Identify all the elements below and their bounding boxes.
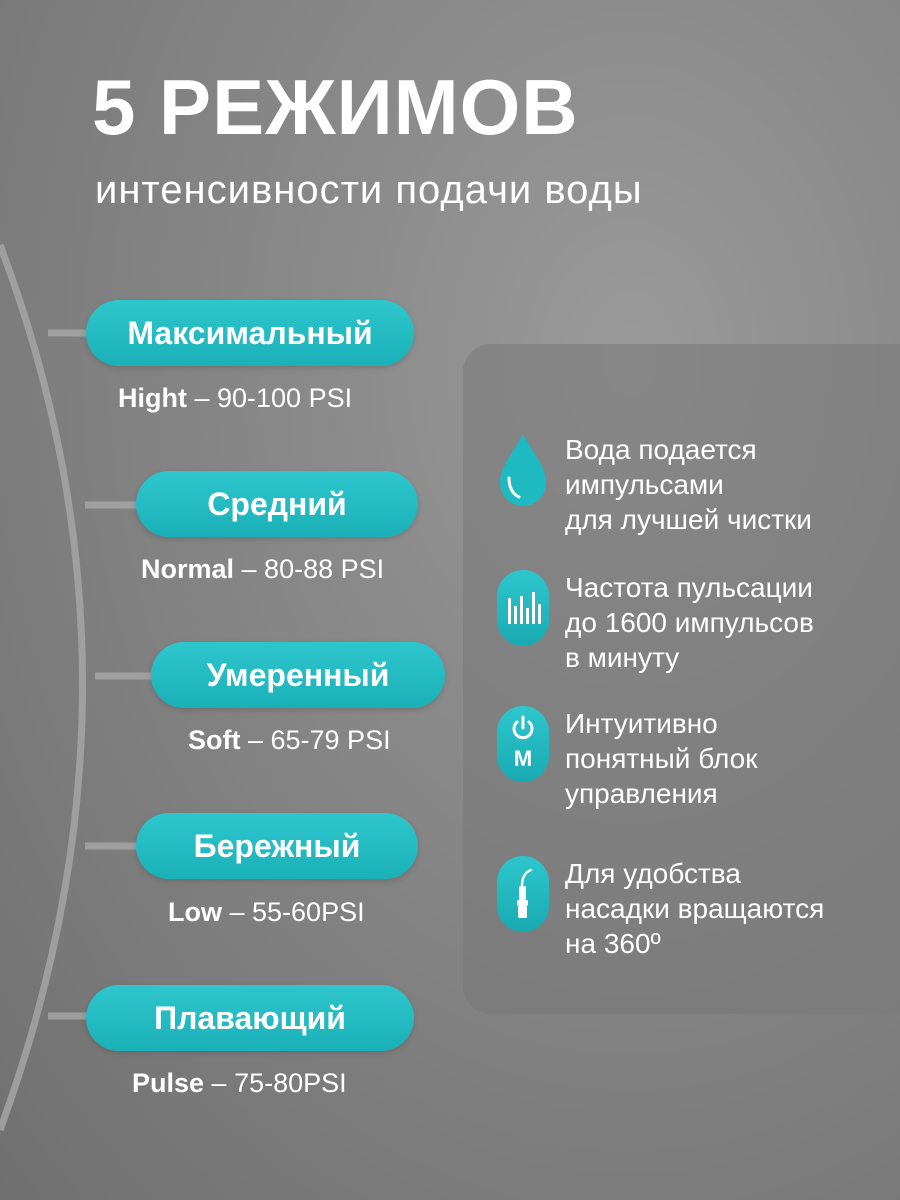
mode-spec-name: Low xyxy=(168,897,222,927)
page-title: 5 РЕЖИМОВ xyxy=(92,63,579,151)
mode-label: Средний xyxy=(207,485,347,522)
feature-text xyxy=(565,706,865,811)
feature-line: понятный блок xyxy=(565,743,758,774)
feature-text xyxy=(565,432,865,537)
mode-label: Бережный xyxy=(193,827,361,864)
mode-spec-name: Normal xyxy=(141,554,235,584)
feature-line: Частота пульсации xyxy=(565,572,813,603)
feature-line: Вода подается xyxy=(565,434,757,465)
feature-line: на 360º xyxy=(565,928,661,959)
feature-text xyxy=(565,856,865,961)
mode-pill-gentle xyxy=(136,813,418,879)
mode-pill-maximum xyxy=(86,300,414,366)
mode-label: Умеренный xyxy=(206,656,390,693)
feature-line: Для удобства xyxy=(565,858,741,889)
page-subtitle: интенсивности подачи воды xyxy=(95,168,643,212)
mode-pill-moderate xyxy=(151,642,445,708)
mode-spec-name: Soft xyxy=(188,725,241,755)
pulse-bars-icon xyxy=(497,570,549,646)
mode-spec-moderate xyxy=(188,725,391,756)
mode-label: Максимальный xyxy=(127,314,373,351)
mode-letter-icon: M xyxy=(513,746,533,771)
mode-spec-value: – 80-88 PSI xyxy=(234,554,385,584)
mode-label: Плавающий xyxy=(154,999,346,1036)
mode-spec-value: – 90-100 PSI xyxy=(186,383,353,413)
mode-spec-name: Pulse xyxy=(132,1068,205,1098)
water-drop-icon xyxy=(497,432,549,508)
feature-item-nozzles xyxy=(497,856,865,961)
feature-line: в минуту xyxy=(565,642,680,673)
mode-spec-value: – 65-79 PSI xyxy=(240,725,391,755)
mode-spec-value: – 55-60PSI xyxy=(222,897,365,927)
feature-line: Интуитивно xyxy=(565,708,718,739)
feature-line: управления xyxy=(565,778,718,809)
mode-pill-floating xyxy=(86,985,414,1051)
feature-text xyxy=(565,570,865,675)
mode-pill-medium xyxy=(136,471,418,537)
feature-item-frequency xyxy=(497,570,865,675)
feature-line: до 1600 импульсов xyxy=(565,607,814,638)
mode-spec-gentle xyxy=(168,897,365,928)
feature-line: импульсами xyxy=(565,469,724,500)
feature-item-pulses xyxy=(497,432,865,537)
nozzle-icon xyxy=(497,856,549,932)
mode-spec-name: Hight xyxy=(118,383,187,413)
mode-spec-maximum xyxy=(118,383,352,414)
mode-spec-floating xyxy=(132,1068,347,1099)
mode-spec-medium xyxy=(141,554,384,585)
mode-spec-value: – 75-80PSI xyxy=(204,1068,347,1098)
feature-line: для лучшей чистки xyxy=(565,504,812,535)
power-icon xyxy=(497,708,549,748)
feature-item-controls xyxy=(497,706,865,811)
feature-line: насадки вращаются xyxy=(565,893,825,924)
control-block-icon xyxy=(497,706,549,782)
